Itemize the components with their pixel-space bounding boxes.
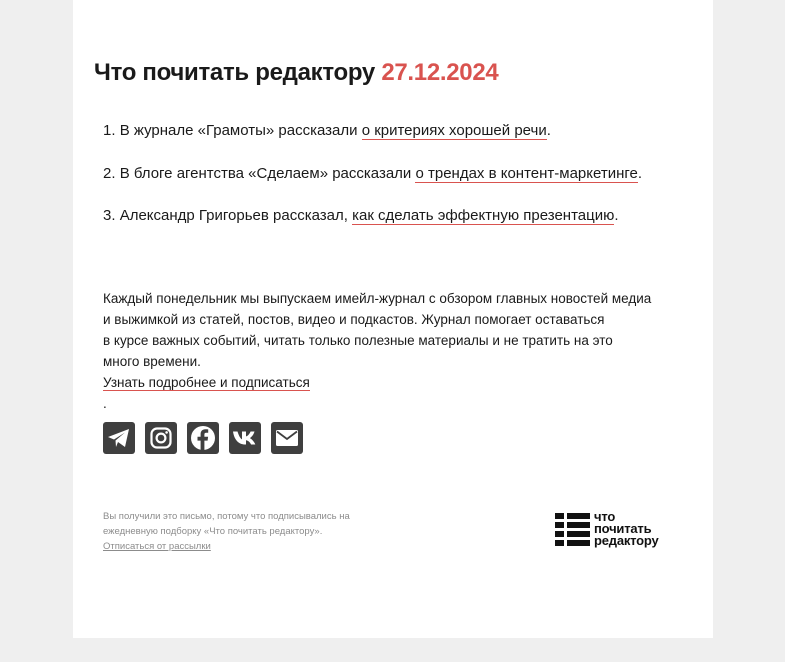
article-link-content-trends[interactable]: о трендах в контент-маркетинге — [415, 164, 638, 182]
list-item — [103, 120, 703, 142]
vk-icon[interactable] — [229, 422, 261, 454]
article-list — [103, 120, 703, 248]
footer-line: ежедневную подборку «Что почитать редактору». — [103, 526, 323, 537]
logo-line: редактору — [594, 533, 659, 548]
list-item — [103, 163, 703, 185]
footer-note — [103, 509, 350, 554]
about-line-last — [103, 351, 693, 414]
logo-mark-icon — [555, 511, 590, 547]
logo-line: что — [594, 509, 616, 524]
logo-line: почитать — [594, 521, 652, 536]
item-suffix: . — [637, 164, 643, 182]
item-suffix: . — [546, 122, 551, 139]
email-icon[interactable] — [271, 422, 303, 454]
email-card — [73, 0, 713, 638]
telegram-icon[interactable] — [103, 422, 135, 454]
page-title — [94, 57, 498, 89]
about-line: и выжимкой из статей, постов, видео и подкастов. Журнал помогает оставаться — [103, 312, 605, 327]
about-suffix: . — [103, 396, 107, 411]
about-line: в курсе важных событий, читать только полезные материалы и не тратить на это — [103, 333, 613, 348]
item-text: В блоге агентства «Сделаем» рассказали — [119, 164, 416, 182]
unsubscribe-link[interactable]: Отписаться от рассылки — [103, 541, 211, 552]
about-line-prefix: много времени. — [103, 354, 201, 369]
list-item — [103, 205, 703, 227]
logo[interactable] — [555, 511, 659, 547]
item-text: В журнале «Грамоты» рассказали — [119, 122, 362, 139]
about-line: Каждый понедельник мы выпускаем имейл-журнал с обзором главных новостей медиа — [103, 291, 652, 306]
issue-date: 27.12.2024 — [381, 59, 499, 86]
item-number: 2. — [103, 164, 116, 182]
title-text: Что почитать редактору — [94, 59, 375, 86]
item-text: Александр Григорьев рассказал, — [119, 207, 353, 224]
facebook-icon[interactable] — [187, 422, 219, 454]
about-paragraph — [103, 288, 693, 414]
footer-line: Вы получили это письмо, потому что подписывались на — [103, 511, 350, 522]
item-number: 1. — [103, 122, 116, 139]
social-links — [103, 422, 303, 454]
logo-wordmark — [594, 511, 659, 547]
article-link-speech-criteria[interactable]: о критериях хорошей речи — [361, 122, 547, 139]
instagram-icon[interactable] — [145, 422, 177, 454]
subscribe-link[interactable]: Узнать подробнее и подписаться — [103, 375, 310, 390]
item-suffix: . — [614, 207, 619, 224]
article-link-presentation[interactable]: как сделать эффектную презентацию — [352, 207, 615, 224]
item-number: 3. — [103, 207, 116, 224]
